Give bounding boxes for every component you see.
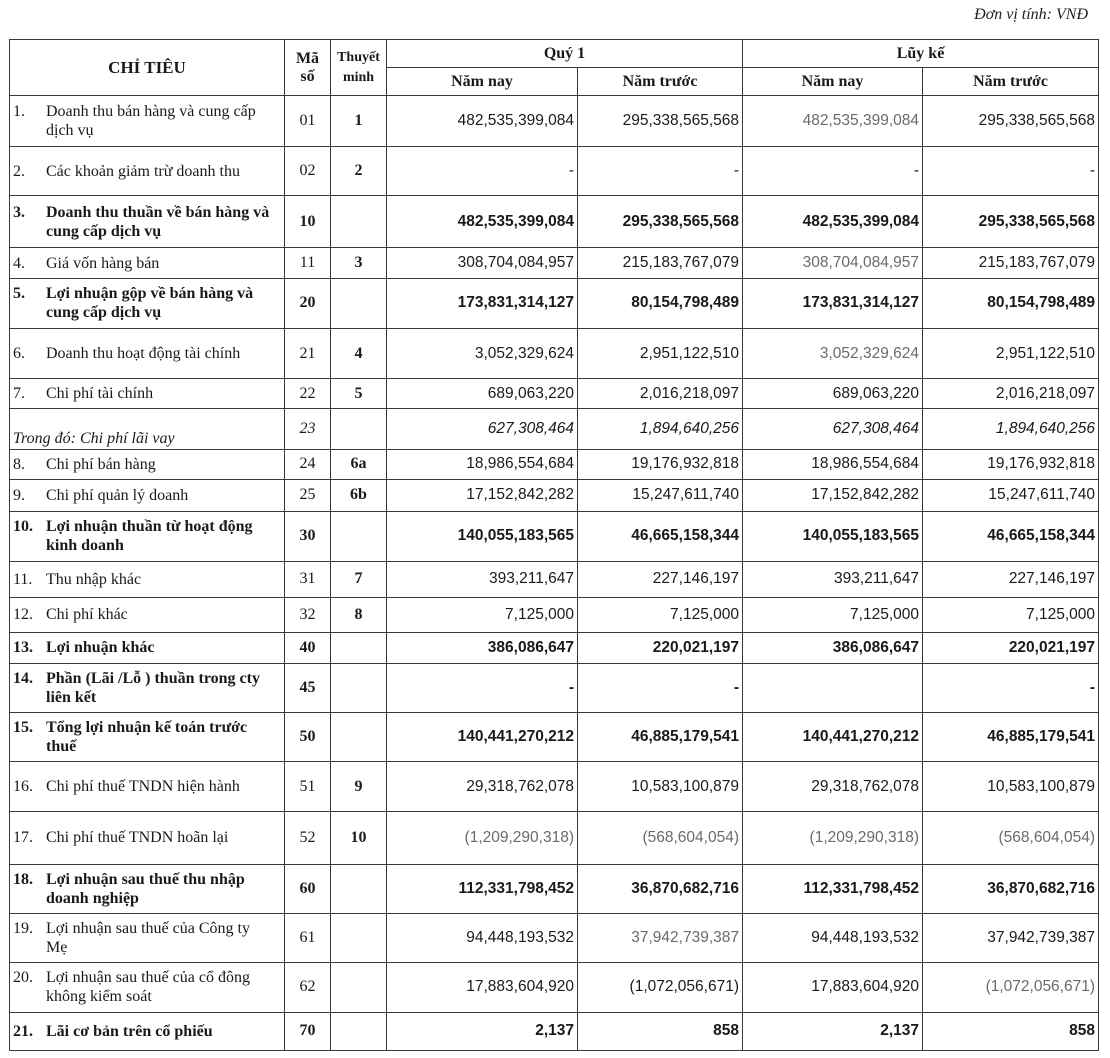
row-number: 9.	[13, 486, 25, 504]
table-row	[10, 479, 1099, 511]
row-number: 4.	[13, 254, 25, 272]
row-label: Chi phí tài chính	[46, 385, 154, 403]
row-code: 62	[285, 962, 331, 1012]
row-indicator	[10, 712, 285, 762]
row-number: 15.	[13, 718, 33, 736]
table-row	[10, 328, 1099, 379]
cumulative-this-year-value: 393,211,647	[743, 561, 923, 597]
row-label: Các khoản giảm trừ doanh thu	[46, 162, 240, 180]
row-indicator	[10, 379, 285, 409]
row-indicator	[10, 663, 285, 712]
row-code: 45	[285, 663, 331, 712]
row-code: 24	[285, 449, 331, 479]
cumulative-last-year-value: 36,870,682,716	[923, 864, 1099, 914]
cumulative-this-year-value: 18,986,554,684	[743, 449, 923, 479]
quarter-this-year-value: 18,986,554,684	[387, 449, 578, 479]
quarter-last-year-value: (1,072,056,671)	[578, 962, 743, 1012]
cumulative-this-year-value: 2,137	[743, 1012, 923, 1050]
quarter-last-year-value: 2,016,218,097	[578, 379, 743, 409]
row-label: Doanh thu thuần về bán hàng và cung cấp dịch vụ	[46, 203, 270, 240]
row-indicator	[10, 196, 285, 248]
row-number: 6.	[13, 345, 25, 363]
row-indicator	[10, 248, 285, 279]
row-note	[331, 663, 387, 712]
table-row	[10, 248, 1099, 279]
row-indicator	[10, 864, 285, 914]
row-number: 13.	[13, 639, 33, 657]
row-label: Trong đó: Chi phí lãi vay	[13, 430, 175, 448]
cumulative-last-year-value: 858	[923, 1012, 1099, 1050]
table-row	[10, 962, 1099, 1012]
row-indicator	[10, 279, 285, 329]
row-indicator	[10, 1012, 285, 1050]
header-quarter-last-year: Năm trước	[578, 68, 743, 96]
quarter-last-year-value: 215,183,767,079	[578, 248, 743, 279]
row-label: Phần (Lãi /Lỗ ) thuần trong cty liên kết	[46, 669, 260, 706]
quarter-last-year-value: -	[578, 663, 743, 712]
row-label: Lợi nhuận gộp về bán hàng và cung cấp dịch vụ	[46, 285, 254, 322]
quarter-last-year-value: 858	[578, 1012, 743, 1050]
row-label: Chi phí quản lý doanh	[46, 486, 189, 504]
row-code: 40	[285, 632, 331, 663]
row-number: 16.	[13, 778, 33, 796]
row-note: 4	[331, 328, 387, 379]
table-row	[10, 409, 1099, 449]
cumulative-last-year-value: 37,942,739,387	[923, 914, 1099, 963]
row-note	[331, 511, 387, 561]
header-row-top	[10, 40, 1099, 68]
row-note	[331, 279, 387, 329]
row-code: 21	[285, 328, 331, 379]
row-note: 6b	[331, 479, 387, 511]
quarter-last-year-value: 7,125,000	[578, 597, 743, 632]
cumulative-this-year-value: 173,831,314,127	[743, 279, 923, 329]
row-number: 20.	[13, 969, 33, 987]
table-row	[10, 712, 1099, 762]
quarter-this-year-value: 482,535,399,084	[387, 196, 578, 248]
row-indicator	[10, 632, 285, 663]
header-note-line1: Thuyết	[337, 49, 380, 65]
quarter-last-year-value: 46,885,179,541	[578, 712, 743, 762]
table-row	[10, 96, 1099, 147]
row-number: 19.	[13, 920, 33, 938]
header-note-line2: minh	[342, 69, 375, 85]
row-note: 9	[331, 762, 387, 812]
row-label: Lãi cơ bản trên cổ phiếu	[46, 1022, 213, 1040]
cumulative-this-year-value: 17,152,842,282	[743, 479, 923, 511]
cumulative-last-year-value: 227,146,197	[923, 561, 1099, 597]
quarter-this-year-value: 482,535,399,084	[387, 96, 578, 147]
header-code-line1: Mã	[295, 49, 320, 67]
header-indicator: CHỈ TIÊU	[10, 40, 285, 96]
header-code-line2: số	[300, 67, 315, 85]
cumulative-last-year-value: 2,016,218,097	[923, 379, 1099, 409]
row-note	[331, 962, 387, 1012]
row-indicator	[10, 328, 285, 379]
row-indicator	[10, 409, 285, 449]
row-note	[331, 196, 387, 248]
row-code: 01	[285, 96, 331, 147]
row-code: 50	[285, 712, 331, 762]
header-cumulative-last-year: Năm trước	[923, 68, 1099, 96]
table-row	[10, 632, 1099, 663]
quarter-this-year-value: 29,318,762,078	[387, 762, 578, 812]
row-note: 5	[331, 379, 387, 409]
row-note	[331, 864, 387, 914]
quarter-this-year-value: 7,125,000	[387, 597, 578, 632]
table-row	[10, 811, 1099, 864]
row-number: 7.	[13, 385, 25, 403]
row-indicator	[10, 146, 285, 196]
row-indicator	[10, 96, 285, 147]
row-number: 2.	[13, 162, 25, 180]
cumulative-last-year-value: 19,176,932,818	[923, 449, 1099, 479]
cumulative-this-year-value: 17,883,604,920	[743, 962, 923, 1012]
row-number: 18.	[13, 870, 33, 888]
row-label: Chi phí khác	[46, 606, 128, 624]
table-row	[10, 379, 1099, 409]
table-row	[10, 146, 1099, 196]
row-indicator	[10, 449, 285, 479]
row-note: 3	[331, 248, 387, 279]
quarter-this-year-value: 140,441,270,212	[387, 712, 578, 762]
quarter-last-year-value: (568,604,054)	[578, 811, 743, 864]
cumulative-last-year-value: (1,072,056,671)	[923, 962, 1099, 1012]
row-note	[331, 914, 387, 963]
header-code	[285, 40, 331, 96]
row-number: 8.	[13, 455, 25, 473]
row-number: 11.	[13, 570, 33, 588]
cumulative-last-year-value: 1,894,640,256	[923, 409, 1099, 449]
cumulative-last-year-value: 46,665,158,344	[923, 511, 1099, 561]
table-row	[10, 1012, 1099, 1050]
cumulative-this-year-value: (1,209,290,318)	[743, 811, 923, 864]
quarter-this-year-value: 2,137	[387, 1012, 578, 1050]
row-label: Lợi nhuận sau thuế của Công ty Mẹ	[46, 920, 250, 957]
row-label: Chi phí bán hàng	[46, 455, 156, 473]
table-row	[10, 597, 1099, 632]
cumulative-this-year-value: 308,704,084,957	[743, 248, 923, 279]
table-row	[10, 449, 1099, 479]
row-code: 20	[285, 279, 331, 329]
quarter-last-year-value: 19,176,932,818	[578, 449, 743, 479]
quarter-this-year-value: 17,883,604,920	[387, 962, 578, 1012]
cumulative-this-year-value: 94,448,193,532	[743, 914, 923, 963]
table-row	[10, 663, 1099, 712]
header-note	[331, 40, 387, 96]
cumulative-this-year-value: 482,535,399,084	[743, 196, 923, 248]
row-code: 22	[285, 379, 331, 409]
row-code: 31	[285, 561, 331, 597]
cumulative-this-year-value: 29,318,762,078	[743, 762, 923, 812]
quarter-last-year-value: 10,583,100,879	[578, 762, 743, 812]
row-label: Doanh thu hoạt động tài chính	[46, 345, 241, 363]
table-row	[10, 864, 1099, 914]
row-note	[331, 409, 387, 449]
row-code: 23	[285, 409, 331, 449]
quarter-last-year-value: 15,247,611,740	[578, 479, 743, 511]
row-number: 1.	[13, 102, 25, 120]
quarter-this-year-value: 17,152,842,282	[387, 479, 578, 511]
table-row	[10, 561, 1099, 597]
row-note: 10	[331, 811, 387, 864]
row-label: Chi phí thuế TNDN hiện hành	[46, 778, 240, 796]
table-row	[10, 762, 1099, 812]
row-note: 7	[331, 561, 387, 597]
row-code: 52	[285, 811, 331, 864]
row-label: Chi phí thuế TNDN hoãn lại	[46, 829, 229, 847]
row-indicator	[10, 511, 285, 561]
header-cumulative-group: Lũy kế	[743, 40, 1099, 68]
cumulative-this-year-value: 689,063,220	[743, 379, 923, 409]
row-indicator	[10, 762, 285, 812]
quarter-this-year-value: 308,704,084,957	[387, 248, 578, 279]
row-label: Giá vốn hàng bán	[46, 254, 160, 272]
row-indicator	[10, 811, 285, 864]
row-indicator	[10, 597, 285, 632]
row-number: 21.	[13, 1022, 33, 1040]
quarter-last-year-value: 46,665,158,344	[578, 511, 743, 561]
quarter-last-year-value: 2,951,122,510	[578, 328, 743, 379]
row-indicator	[10, 914, 285, 963]
row-number: 10.	[13, 518, 33, 536]
cumulative-this-year-value: 627,308,464	[743, 409, 923, 449]
cumulative-last-year-value: 215,183,767,079	[923, 248, 1099, 279]
quarter-this-year-value: 386,086,647	[387, 632, 578, 663]
row-code: 60	[285, 864, 331, 914]
row-number: 14.	[13, 669, 33, 687]
header-quarter-group: Quý 1	[387, 40, 743, 68]
cumulative-last-year-value: 7,125,000	[923, 597, 1099, 632]
cumulative-last-year-value: 15,247,611,740	[923, 479, 1099, 511]
row-code: 10	[285, 196, 331, 248]
quarter-last-year-value: 37,942,739,387	[578, 914, 743, 963]
cumulative-this-year-value: -	[743, 146, 923, 196]
table-row	[10, 914, 1099, 963]
cumulative-this-year-value	[743, 663, 923, 712]
quarter-last-year-value: 80,154,798,489	[578, 279, 743, 329]
row-number: 17.	[13, 829, 33, 847]
cumulative-last-year-value: 220,021,197	[923, 632, 1099, 663]
cumulative-this-year-value: 140,055,183,565	[743, 511, 923, 561]
cumulative-last-year-value: 80,154,798,489	[923, 279, 1099, 329]
row-indicator	[10, 479, 285, 511]
row-code: 02	[285, 146, 331, 196]
row-indicator	[10, 561, 285, 597]
quarter-this-year-value: 173,831,314,127	[387, 279, 578, 329]
quarter-this-year-value: 393,211,647	[387, 561, 578, 597]
quarter-this-year-value: 3,052,329,624	[387, 328, 578, 379]
quarter-last-year-value: 220,021,197	[578, 632, 743, 663]
quarter-last-year-value: 295,338,565,568	[578, 196, 743, 248]
table-row	[10, 196, 1099, 248]
cumulative-last-year-value: (568,604,054)	[923, 811, 1099, 864]
row-code: 30	[285, 511, 331, 561]
row-label: Lợi nhuận thuần từ hoạt động kinh doanh	[46, 518, 253, 555]
table-row	[10, 511, 1099, 561]
row-number: 5.	[13, 285, 25, 303]
cumulative-last-year-value: 46,885,179,541	[923, 712, 1099, 762]
cumulative-last-year-value: -	[923, 663, 1099, 712]
cumulative-last-year-value: 295,338,565,568	[923, 96, 1099, 147]
row-note	[331, 1012, 387, 1050]
quarter-last-year-value: 36,870,682,716	[578, 864, 743, 914]
row-indicator	[10, 962, 285, 1012]
quarter-last-year-value: 1,894,640,256	[578, 409, 743, 449]
cumulative-last-year-value: 295,338,565,568	[923, 196, 1099, 248]
row-note: 2	[331, 146, 387, 196]
row-code: 61	[285, 914, 331, 963]
quarter-last-year-value: -	[578, 146, 743, 196]
cumulative-last-year-value: -	[923, 146, 1099, 196]
quarter-this-year-value: -	[387, 663, 578, 712]
row-note	[331, 712, 387, 762]
quarter-this-year-value: 627,308,464	[387, 409, 578, 449]
row-note: 6a	[331, 449, 387, 479]
table-row	[10, 279, 1099, 329]
cumulative-this-year-value: 112,331,798,452	[743, 864, 923, 914]
row-label: Doanh thu bán hàng và cung cấp dịch vụ	[46, 102, 256, 139]
quarter-this-year-value: (1,209,290,318)	[387, 811, 578, 864]
quarter-this-year-value: 94,448,193,532	[387, 914, 578, 963]
row-label: Thu nhập khác	[46, 570, 142, 588]
row-note	[331, 632, 387, 663]
row-number: 12.	[13, 606, 33, 624]
row-label: Lợi nhuận sau thuế của cổ đông không kiểm soát	[46, 969, 250, 1006]
row-label: Lợi nhuận khác	[46, 639, 155, 657]
quarter-this-year-value: 140,055,183,565	[387, 511, 578, 561]
cumulative-last-year-value: 10,583,100,879	[923, 762, 1099, 812]
quarter-last-year-value: 227,146,197	[578, 561, 743, 597]
header-quarter-this-year: Năm nay	[387, 68, 578, 96]
row-label: Lợi nhuận sau thuế thu nhập doanh nghiệp	[46, 870, 245, 907]
cumulative-this-year-value: 140,441,270,212	[743, 712, 923, 762]
row-label: Tổng lợi nhuận kế toán trước thuế	[46, 718, 248, 755]
cumulative-this-year-value: 482,535,399,084	[743, 96, 923, 147]
cumulative-this-year-value: 7,125,000	[743, 597, 923, 632]
quarter-last-year-value: 295,338,565,568	[578, 96, 743, 147]
quarter-this-year-value: -	[387, 146, 578, 196]
row-code: 70	[285, 1012, 331, 1050]
row-code: 25	[285, 479, 331, 511]
quarter-this-year-value: 689,063,220	[387, 379, 578, 409]
row-note: 1	[331, 96, 387, 147]
header-cumulative-this-year: Năm nay	[743, 68, 923, 96]
row-code: 51	[285, 762, 331, 812]
cumulative-last-year-value: 2,951,122,510	[923, 328, 1099, 379]
row-code: 11	[285, 248, 331, 279]
row-note: 8	[331, 597, 387, 632]
income-statement-table	[9, 39, 1099, 1051]
quarter-this-year-value: 112,331,798,452	[387, 864, 578, 914]
cumulative-this-year-value: 3,052,329,624	[743, 328, 923, 379]
cumulative-this-year-value: 386,086,647	[743, 632, 923, 663]
unit-label: Đơn vị tính: VNĐ	[974, 6, 1088, 23]
row-code: 32	[285, 597, 331, 632]
row-number: 3.	[13, 203, 25, 221]
